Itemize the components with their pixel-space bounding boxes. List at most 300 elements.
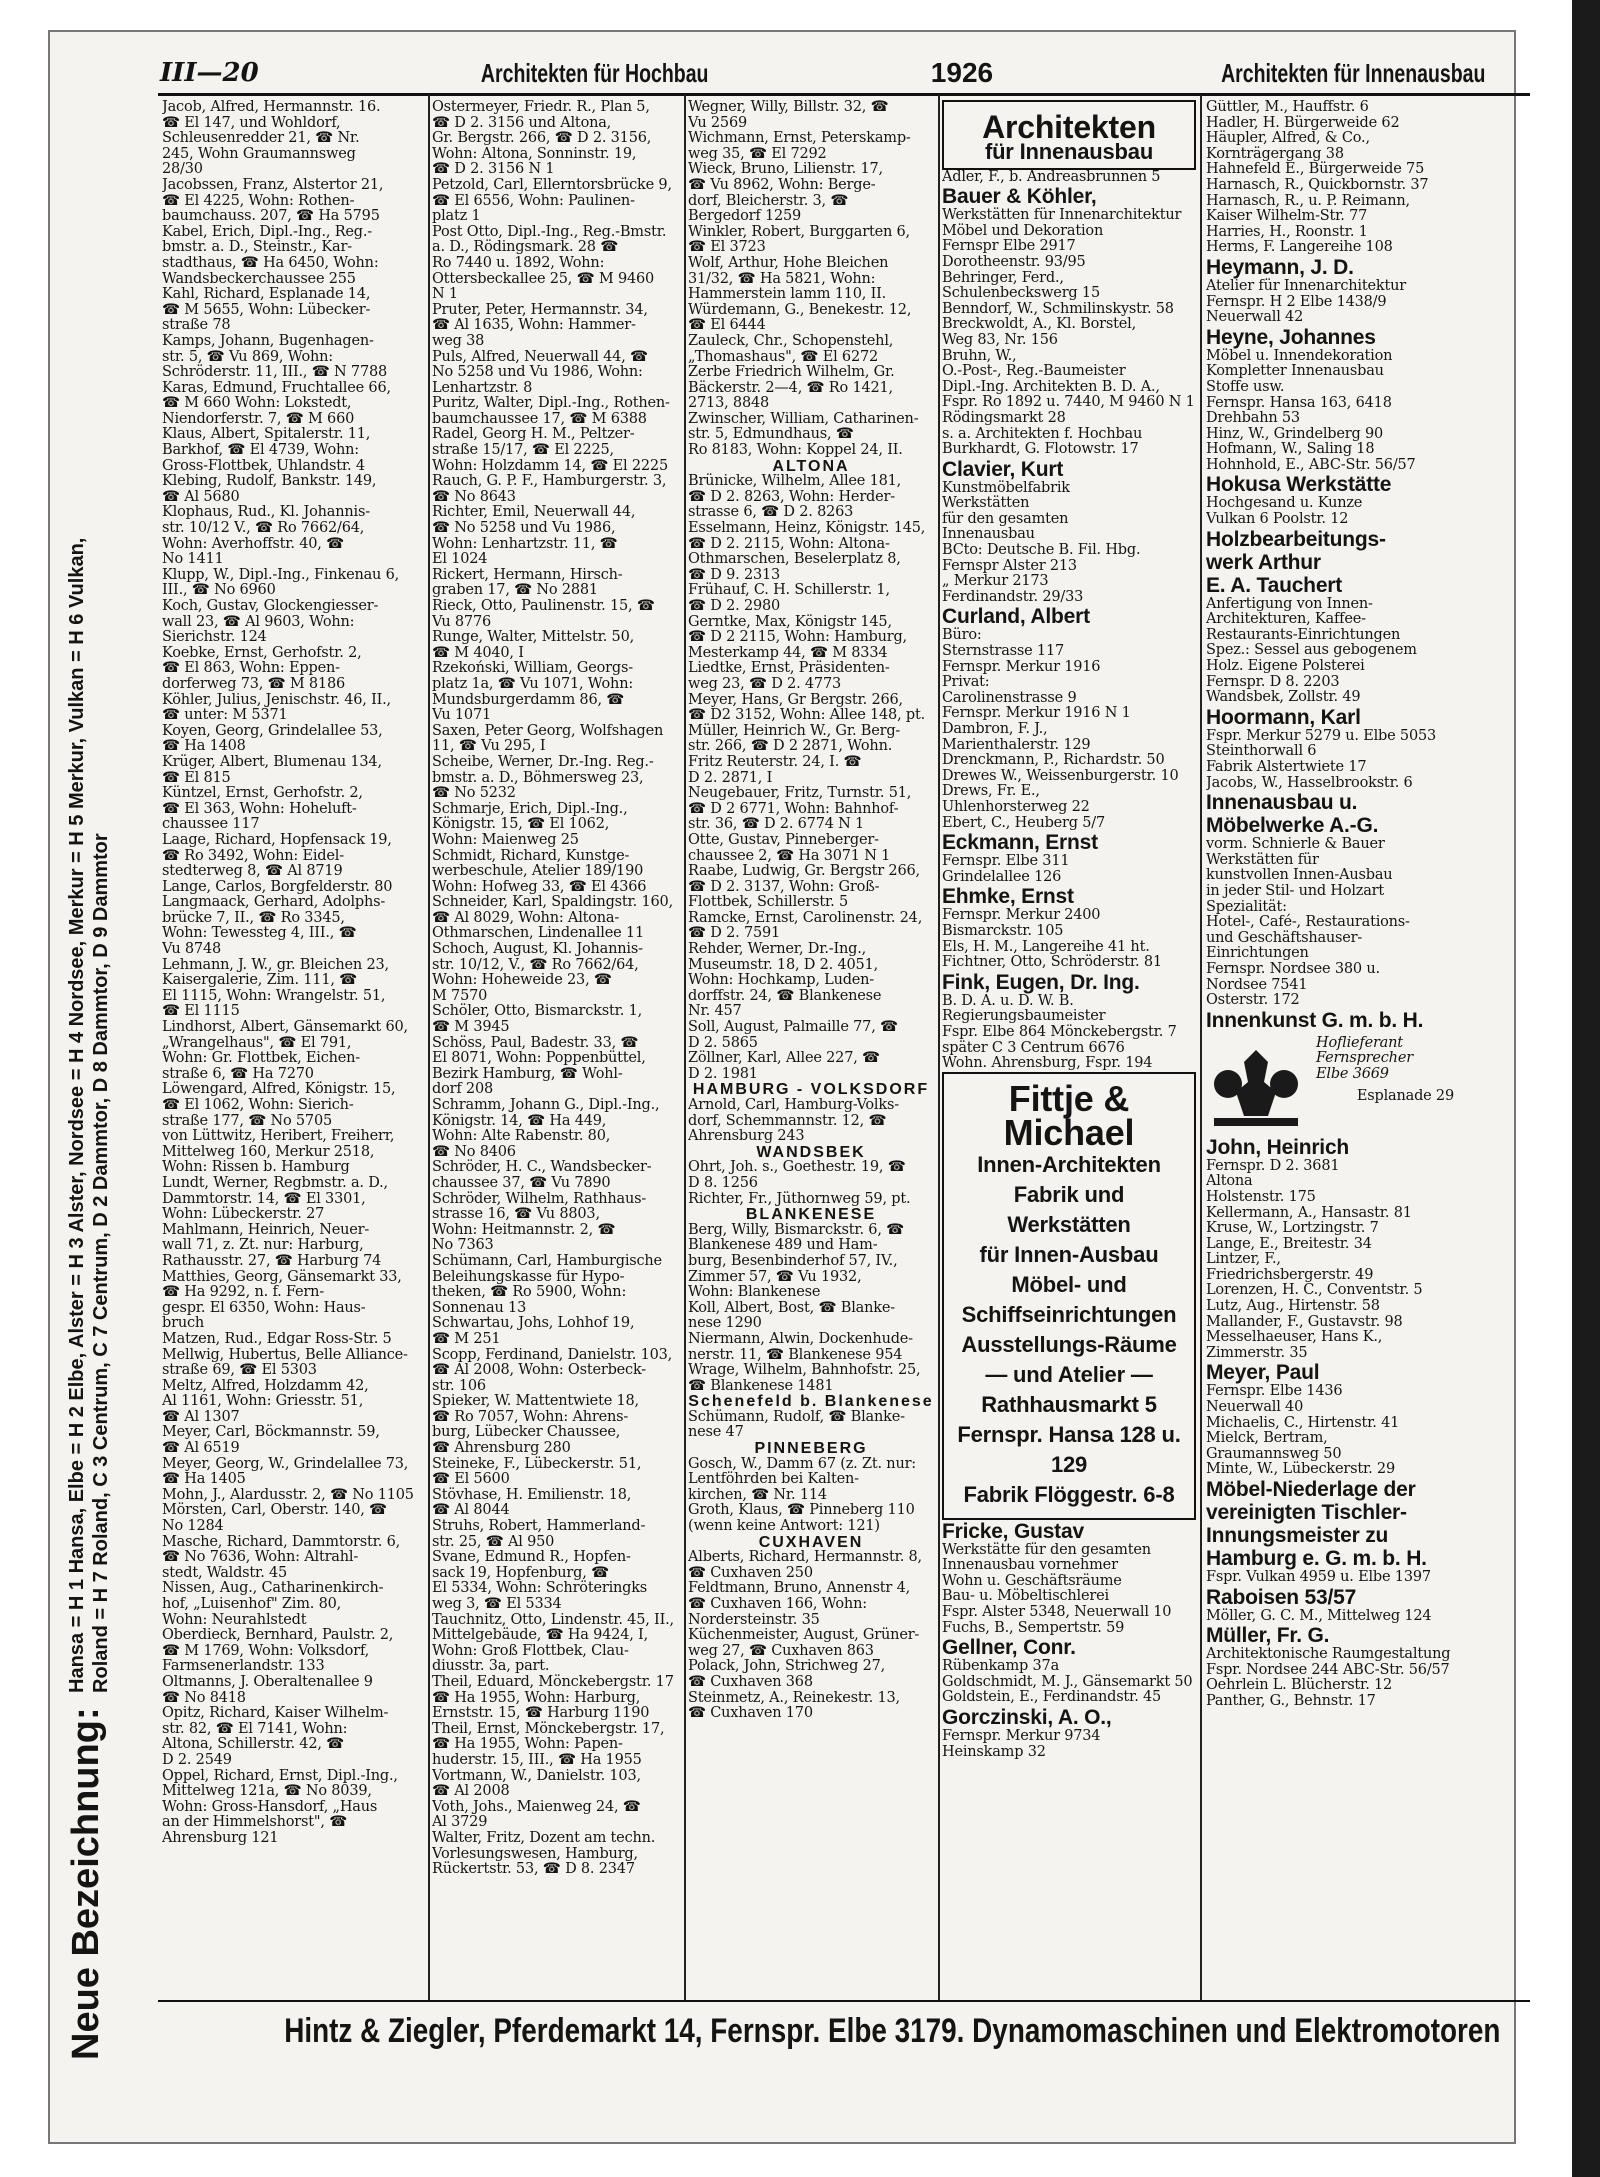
entry-line: ☎ Ha 1405 bbox=[162, 1471, 246, 1488]
entry-line: Meyer, Paul bbox=[1206, 1361, 1320, 1385]
fittje-line: — und Atelier — bbox=[985, 1361, 1153, 1387]
entry-line: Scheibe, Werner, Dr.-Ing. Reg.- bbox=[432, 753, 654, 770]
wandsbek-entries bbox=[688, 1160, 934, 1207]
entry-line: straße 78 bbox=[162, 317, 231, 334]
entry-line: Carolinenstrasse 9 bbox=[942, 689, 1077, 706]
entry-line: platz 1 bbox=[432, 208, 481, 225]
entry-line: Raabe, Ludwig, Gr. Bergstr 266, bbox=[688, 863, 920, 880]
entry-line: ☎ No 5258 und Vu 1986, bbox=[432, 520, 616, 537]
entry-line: Adler, F., b. Andreasbrunnen 5 bbox=[942, 168, 1161, 185]
entry-line: Hochgesand u. Kunze bbox=[1206, 495, 1363, 512]
entry-line: Nissen, Aug., Catharinenkirch- bbox=[162, 1580, 384, 1597]
entry-line: Dipl.-Ing. Architekten B. D. A., bbox=[942, 378, 1160, 395]
entry-line: Privat: bbox=[942, 674, 990, 691]
entry-line: Benndorf, W., Schmilinskystr. 58 bbox=[942, 300, 1174, 317]
entry-line: Fernspr. Merkur 9734 bbox=[942, 1728, 1101, 1745]
entry-line: Goldschmidt, M. J., Gänsemarkt 50 bbox=[942, 1673, 1193, 1690]
entry-line: Rehder, Werner, Dr.-Ing., bbox=[688, 941, 867, 958]
entry-line: ☎ El 147, und Wohldorf, bbox=[162, 114, 341, 131]
entry-line: Schöss, Paul, Badestr. 33, ☎ bbox=[432, 1034, 639, 1051]
entry-line: Zwinscher, William, Catharinen- bbox=[688, 410, 919, 427]
entry-line: Fernspr. Hansa 163, 6418 bbox=[1206, 394, 1392, 411]
column-divider bbox=[428, 95, 430, 2000]
entry-line: Meyer, Georg, W., Grindelallee 73, bbox=[162, 1455, 409, 1472]
entry-line: weg 27, ☎ Cuxhaven 863 bbox=[688, 1642, 874, 1659]
entry-line: Rickert, Hermann, Hirsch- bbox=[432, 566, 623, 583]
entry-line: Lentföhrden bei Kalten- bbox=[688, 1471, 859, 1488]
entry-line: 31/32, ☎ Ha 5821, Wohn: bbox=[688, 270, 876, 287]
entry-line: Altona, Schillerstr. 42, ☎ bbox=[162, 1736, 345, 1753]
entry-line: und Geschäftshauser- bbox=[1206, 929, 1363, 946]
entry-line: Hoormann, Karl bbox=[1206, 705, 1361, 729]
entry-line: ☎ Ha 1408 bbox=[162, 738, 246, 755]
entry-line: str. 5, ☎ Vu 869, Wohn: bbox=[162, 348, 333, 365]
entry-line: ☎ El 3723 bbox=[688, 239, 766, 256]
entry-line: Zerbe Friedrich Wilhelm, Gr. bbox=[688, 364, 895, 381]
entry-line: a. D., Rödingsmark. 28 ☎ bbox=[432, 239, 619, 256]
entry-line: ☎ No 8418 bbox=[162, 1689, 246, 1706]
entry-line: Hamburg e. G. m. b. H. bbox=[1206, 1547, 1427, 1570]
entry-line: No 1284 bbox=[162, 1518, 224, 1535]
entry-line: D 2. 5865 bbox=[688, 1034, 758, 1051]
entry-line: Matthies, Georg, Gänsemarkt 33, bbox=[162, 1268, 402, 1285]
entry-line: Stoffe usw. bbox=[1206, 378, 1285, 395]
entry-line: Langmaack, Gerhard, Adolphs- bbox=[162, 894, 386, 911]
entry-line: Möbelwerke A.-G. bbox=[1206, 814, 1379, 838]
entry-line: Svane, Edmund R., Hopfen- bbox=[432, 1549, 631, 1566]
entry-line: Kaisergalerie, Zim. 111, ☎ bbox=[162, 972, 358, 989]
entry-line: Wichmann, Ernst, Peterskamp- bbox=[688, 130, 911, 147]
entry-line: Gross-Flottbek, Uhlandstr. 4 bbox=[162, 457, 365, 474]
pinneberg-entries bbox=[688, 1457, 934, 1535]
entry-line: Oltmanns, J. Oberaltenallee 9 bbox=[162, 1673, 373, 1690]
header-year: 1926 bbox=[930, 57, 994, 88]
innenkunst-line-1: Hoflieferant bbox=[1316, 1035, 1403, 1051]
entry-line: ☎ Al 1307 bbox=[162, 1408, 240, 1425]
entry-line: Arnold, Carl, Hamburg-Volks- bbox=[688, 1097, 899, 1113]
entry-line: str. 10/12 V., ☎ Ro 7662/64, bbox=[162, 520, 365, 537]
hamburg-entries bbox=[688, 100, 934, 459]
section-schenefeld: Schenefeld b. Blankenese bbox=[688, 1393, 934, 1411]
entry-line: Werkstätte für den gesamten bbox=[942, 1541, 1151, 1558]
entry-line: Struhs, Robert, Hammerland- bbox=[432, 1518, 646, 1535]
entry-line: Esselmann, Heinz, Königstr. 145, bbox=[688, 520, 926, 537]
innenkunst-line-3: Elbe 3669 bbox=[1316, 1065, 1389, 1082]
entry-line: Rathausstr. 27, ☎ Harburg 74 bbox=[162, 1252, 382, 1269]
entry-line: Lehmann, J. W., gr. Bleichen 23, bbox=[162, 956, 389, 973]
entry-line: Wegner, Willy, Billstr. 32, ☎ bbox=[688, 100, 889, 115]
schenefeld-entries bbox=[688, 1410, 934, 1441]
entry-line: Wohn: Maienweg 25 bbox=[432, 831, 579, 848]
entry-line: Fernspr. Elbe 311 bbox=[942, 853, 1070, 870]
column-2 bbox=[432, 100, 680, 2000]
entry-line: Zimmerstr. 35 bbox=[1206, 1344, 1308, 1361]
entry-line: Möbel u. Innendekoration bbox=[1206, 347, 1393, 364]
entry-line: Gosch, W., Damm 67 (z. Zt. nur: bbox=[688, 1455, 916, 1472]
sidebar-line-2: Roland = H 7 Roland, C 3 Centrum, C 7 Centrum, D 2 Dammtor, D 8 Dammtor, D 9 Dammtor bbox=[90, 833, 112, 1693]
entry-line: Ahrensburg 243 bbox=[688, 1128, 805, 1145]
entry-line: Uhlenhorsterweg 22 bbox=[942, 798, 1090, 815]
entry-line: werbeschule, Atelier 189/190 bbox=[432, 863, 644, 880]
entry-line: Fernspr. D 2. 3681 bbox=[1206, 1157, 1340, 1174]
entry-line: Fspr. Ro 1892 u. 7440, M 9460 N 1 bbox=[942, 394, 1195, 411]
entry-line: Mittelweg 160, Merkur 2518, bbox=[162, 1143, 375, 1160]
entry-line: ☎ Ha 1955, Wohn: Harburg, bbox=[432, 1689, 641, 1706]
entry-line: III., ☎ No 6960 bbox=[162, 582, 276, 599]
entry-line: Weg 83, Nr. 156 bbox=[942, 331, 1058, 348]
entry-line: Vulkan 6 Poolstr. 12 bbox=[1206, 511, 1349, 528]
entry-line: str. 5, Edmundhaus, ☎ bbox=[688, 426, 854, 443]
entry-line: Rödingsmarkt 28 bbox=[942, 409, 1066, 426]
entry-line: ☎ Ahrensburg 280 bbox=[432, 1440, 571, 1457]
entry-line: strasse 6, ☎ D 2. 8263 bbox=[688, 504, 854, 521]
entry-line: Ostermeyer, Friedr. R., Plan 5, bbox=[432, 100, 650, 115]
entry-line: Oberdieck, Bernhard, Paulstr. 2, bbox=[162, 1627, 394, 1644]
fittje-line: für Innen-Ausbau bbox=[979, 1241, 1159, 1267]
entry-line: huderstr. 15, III., ☎ Ha 1955 bbox=[432, 1751, 642, 1768]
entry-line: ☎ El 815 bbox=[162, 769, 231, 786]
entry-line: ☎ El 1115 bbox=[162, 1003, 240, 1020]
entry-line: ☎ El 6444 bbox=[688, 317, 766, 334]
entry-line: Radel, Georg H. M., Peltzer- bbox=[432, 426, 635, 443]
entry-line: Schleusenredder 21, ☎ Nr. bbox=[162, 130, 360, 147]
entry-line: Kornträgergang 38 bbox=[1206, 145, 1344, 162]
entry-line: Dambron, F. J., bbox=[942, 721, 1048, 737]
entry-line: Vorlesungswesen, Hamburg, bbox=[432, 1845, 638, 1862]
entry-line: D 2. 2871, I bbox=[688, 769, 773, 786]
entry-line: Bäckerstr. 2—4, ☎ Ro 1421, bbox=[688, 379, 893, 396]
entry-line: ☎ M 4040, I bbox=[432, 644, 524, 661]
entry-line: No 5258 und Vu 1986, Wohn: bbox=[432, 364, 643, 381]
entry-line: Kamps, Johann, Bugenhagen- bbox=[162, 332, 374, 349]
entry-line: Schmarje, Erich, Dipl.-Ing., bbox=[432, 800, 628, 817]
entry-line: ☎ D2 3152, Wohn: Allee 148, pt. bbox=[688, 707, 926, 724]
entry-line: Herms, F. Langereihe 108 bbox=[1206, 239, 1393, 256]
entry-line: Sternstrasse 117 bbox=[942, 643, 1065, 660]
entry-line: Ottersbeckallee 25, ☎ M 9460 bbox=[432, 270, 655, 287]
entry-line: Zimmer 57, ☎ Vu 1932, bbox=[688, 1268, 862, 1285]
entry-line: hof, „Luisenhof" Zim. 80, bbox=[162, 1596, 342, 1612]
entry-line: brücke 7, II., ☎ Ro 3345, bbox=[162, 909, 345, 926]
entry-line: 245, Wohn Graumannsweg bbox=[162, 145, 356, 162]
entry-line: 28/30 bbox=[162, 161, 203, 178]
entry-line: Altona bbox=[1206, 1173, 1253, 1190]
scan-edge bbox=[1572, 0, 1600, 2177]
entry-line: Wohn u. Geschäftsräume bbox=[942, 1572, 1122, 1589]
entry-line: Müller, Heinrich W., Gr. Berg- bbox=[688, 722, 901, 739]
innenausbau-entries-4 bbox=[1206, 1136, 1454, 1710]
entry-line: Vu 2569 bbox=[688, 114, 747, 131]
fittje-michael-ad bbox=[942, 1072, 1196, 1520]
entry-line: Stövhase, H. Emilienstr. 18, bbox=[432, 1486, 632, 1503]
entry-line: ☎ Cuxhaven 166, Wohn: bbox=[688, 1596, 867, 1612]
entry-line: Niendorferstr. 7, ☎ M 660 bbox=[162, 410, 355, 427]
entry-line: D 2. 2549 bbox=[162, 1751, 232, 1768]
entry-line: ☎ D 2. 2980 bbox=[688, 598, 781, 614]
entry-line: Lutz, Aug., Hirtenstr. 58 bbox=[1206, 1298, 1380, 1315]
entry-line: ☎ M 3945 bbox=[432, 1019, 510, 1036]
entry-line: Köhler, Julius, Jenischstr. 46, II., bbox=[162, 691, 391, 708]
entry-line: Nordsee 7541 bbox=[1206, 976, 1308, 993]
entry-line: Lindhorst, Albert, Gänsemarkt 60, bbox=[162, 1019, 408, 1036]
entry-line: Bismarckstr. 105 bbox=[942, 922, 1064, 939]
entry-line: baumchaussee 17, ☎ M 6388 bbox=[432, 410, 647, 427]
entry-line: Voth, Johs., Maienweg 24, ☎ bbox=[432, 1798, 641, 1815]
entry-line: dorf, Bleicherstr. 3, ☎ bbox=[688, 192, 849, 209]
entry-line: Soll, August, Palmaille 77, ☎ bbox=[688, 1019, 898, 1036]
entry-line: ☎ Al 1635, Wohn: Hammer- bbox=[432, 317, 636, 334]
entry-line: Oehrlein L. Blücherstr. 12 bbox=[1206, 1677, 1393, 1694]
entry-line: kirchen, ☎ Nr. 114 bbox=[688, 1486, 827, 1503]
entry-line: Ferdinandstr. 29/33 bbox=[942, 588, 1084, 605]
entry-line: Al 1161, Wohn: Griesstr. 51, bbox=[162, 1393, 364, 1410]
entry-line: str. 82, ☎ El 7141, Wohn: bbox=[162, 1720, 348, 1737]
entry-line: Fernspr. Merkur 1916 bbox=[942, 658, 1101, 675]
entry-line: ☎ El 863, Wohn: Eppen- bbox=[162, 660, 340, 677]
entry-line: Rieck, Otto, Paulinenstr. 15, ☎ bbox=[432, 598, 655, 614]
column-5 bbox=[1206, 100, 1454, 2000]
section-volksdorf: HAMBURG - VOLKSDORF bbox=[692, 1081, 930, 1099]
entry-line: Fuchs, B., Sempertstr. 59 bbox=[942, 1619, 1125, 1636]
entry-line: Graumannsweg 50 bbox=[1206, 1445, 1342, 1462]
fittje-line: Möbel- und bbox=[1011, 1271, 1127, 1297]
entry-line: chaussee 117 bbox=[162, 816, 260, 833]
entry-line: Wohn: Gr. Flottbek, Eichen- bbox=[162, 1050, 361, 1067]
entry-line: Drewes W., Weissenburgerstr. 10 bbox=[942, 767, 1179, 784]
entry-line: Ro 7440 u. 1892, Wohn: bbox=[432, 254, 605, 271]
entry-line: Atelier für Innenarchitektur bbox=[1206, 277, 1406, 294]
entry-line: El 1115, Wohn: Wrangelstr. 51, bbox=[162, 987, 386, 1004]
entry-line: Mohn, J., Alardusstr. 2, ☎ No 1105 bbox=[162, 1486, 414, 1503]
entry-line: Drenckmann, P., Richardstr. 50 bbox=[942, 752, 1165, 769]
entry-line: O.-Post-, Reg.-Baumeister bbox=[942, 363, 1126, 380]
entry-line: ☎ El 4225, Wohn: Rothen- bbox=[162, 192, 355, 209]
entry-line: Mellwig, Hubertus, Belle Alliance- bbox=[162, 1346, 408, 1363]
entry-line: Dorotheenstr. 93/95 bbox=[942, 253, 1086, 270]
entry-line: strasse 16, ☎ Vu 8803, bbox=[432, 1206, 600, 1223]
entry-line: Nr. 457 bbox=[688, 1003, 742, 1020]
entry-line: Niermann, Alwin, Dockenhude- bbox=[688, 1330, 913, 1347]
entry-line: vereinigten Tischler- bbox=[1206, 1501, 1407, 1524]
entry-line: baumchauss. 207, ☎ Ha 5795 bbox=[162, 208, 380, 225]
entry-line: ☎ Al 8044 bbox=[432, 1502, 510, 1519]
entry-line: Lenhartzstr. 8 bbox=[432, 379, 533, 396]
entry-line: Bruhn, W., bbox=[942, 347, 1017, 364]
entry-line: vorm. Schnierle & Bauer bbox=[1206, 836, 1385, 853]
altona-entries bbox=[688, 474, 934, 1082]
entry-line: Bergedorf 1259 bbox=[688, 208, 802, 225]
entry-line: Kruse, W., Lortzingstr. 7 bbox=[1206, 1220, 1379, 1237]
fittje-line: Innen-Architekten bbox=[977, 1151, 1161, 1177]
entry-line: str. 36, ☎ D 2. 6774 N 1 bbox=[688, 816, 865, 833]
entry-line: Bauer & Köhler, bbox=[942, 185, 1097, 209]
entry-line: Lintzer, F., bbox=[1206, 1251, 1281, 1268]
entry-line: Farmsenerlandstr. 133 bbox=[162, 1658, 325, 1675]
entry-line: El 1024 bbox=[432, 551, 488, 568]
entry-line: ☎ El 363, Wohn: Hoheluft- bbox=[162, 800, 357, 817]
entry-line: Othmarschen, Lindenallee 11 bbox=[432, 925, 644, 942]
entry-line: Fernspr. D 8. 2203 bbox=[1206, 673, 1340, 690]
entry-line: chaussee 37, ☎ Vu 7890 bbox=[432, 1174, 611, 1191]
entry-line: Neuerwall 42 bbox=[1206, 309, 1304, 326]
entry-line: Ro 8183, Wohn: Koppel 24, II. bbox=[688, 442, 903, 459]
entry-line: Fernspr. Merkur 2400 bbox=[942, 907, 1101, 924]
entry-line: dorferweg 73, ☎ M 8186 bbox=[162, 675, 346, 692]
entry-line: Wohn: Tewessteg 4, III., ☎ bbox=[162, 925, 357, 942]
entry-line: ☎ D 9. 2313 bbox=[688, 566, 781, 583]
section-cuxhaven: CUXHAVEN bbox=[758, 1533, 864, 1551]
entry-line: Wohn: Altona, Sonninstr. 19, bbox=[432, 145, 637, 162]
section-altona: ALTONA bbox=[772, 457, 850, 475]
entry-line: Wandsbeckerchaussee 255 bbox=[162, 270, 356, 287]
entry-line: Schneider, Karl, Spaldingstr. 160, bbox=[432, 894, 673, 911]
entry-line: Curland, Albert bbox=[942, 605, 1090, 629]
entry-line: Hotel-, Café-, Restaurations- bbox=[1206, 914, 1410, 931]
entry-line: str. 10/12, V., ☎ Ro 7662/64, bbox=[432, 956, 639, 973]
entry-line: Spezialität: bbox=[1206, 898, 1287, 915]
entry-line: Messelhaeuser, Hans K., bbox=[1206, 1329, 1383, 1346]
entry-line: Nordersteinstr. 35 bbox=[688, 1611, 820, 1628]
entry-line: Wolf, Arthur, Hohe Bleichen bbox=[688, 254, 889, 271]
entry-line: Hofmann, W., Saling 18 bbox=[1206, 441, 1375, 458]
entry-line: Fernspr. H 2 Elbe 1438/9 bbox=[1206, 293, 1387, 310]
entry-line: ☎ No 7636, Wohn: Altrahl- bbox=[162, 1549, 359, 1566]
entry-line: chaussee 2, ☎ Ha 3071 N 1 bbox=[688, 847, 891, 864]
entry-line: Innenkunst G. m. b. H. bbox=[1206, 1008, 1424, 1032]
entry-line: Clavier, Kurt bbox=[942, 457, 1064, 481]
entry-line: Fricke, Gustav bbox=[942, 1519, 1084, 1543]
entry-line: Sierichstr. 124 bbox=[162, 629, 267, 646]
sidebar-legend bbox=[65, 160, 155, 2060]
entry-line: straße 177, ☎ No 5705 bbox=[162, 1112, 333, 1129]
entry-line: Mielck, Bertram, bbox=[1206, 1430, 1328, 1447]
footer-advert: Hintz & Ziegler, Pferdemarkt 14, Fernspr. Elbe 3179. Dynamomaschinen und Elektromotoren bbox=[284, 2012, 1501, 2050]
entry-line: Museumstr. 18, D 2. 4051, bbox=[688, 956, 878, 973]
entry-line: Holzbearbeitungs- bbox=[1206, 527, 1386, 551]
entry-line: ☎ Blankenese 1481 bbox=[688, 1377, 834, 1394]
entry-line: Wohn: Blankenese bbox=[688, 1284, 821, 1301]
entry-line: Spez.: Sessel aus gebogenem bbox=[1206, 642, 1417, 659]
entry-line: Ohrt, Joh. s., Goethestr. 19, ☎ bbox=[688, 1159, 906, 1176]
entry-line: John, Heinrich bbox=[1206, 1135, 1350, 1159]
entry-line: Berg, Willy, Bismarckstr. 6, ☎ bbox=[688, 1221, 905, 1238]
fittje-line: Fabrik und Werkstätten bbox=[1007, 1181, 1131, 1237]
entry-line: stedterweg 8, ☎ Al 8719 bbox=[162, 863, 343, 880]
entry-line: ☎ Al 2008, Wohn: Osterbeck- bbox=[432, 1362, 647, 1379]
entry-line: nerstr. 11, ☎ Blankenese 954 bbox=[688, 1346, 903, 1363]
entry-line: Schwartau, Johs, Lohhof 19, bbox=[432, 1315, 635, 1332]
entry-line: theken, ☎ Ro 5900, Wohn: bbox=[432, 1284, 627, 1301]
fittje-line: Rathhausmarkt 5 bbox=[981, 1391, 1157, 1417]
entry-line: dorf 208 bbox=[432, 1081, 493, 1098]
entry-line: Groth, Klaus, ☎ Pinneberg 110 bbox=[688, 1502, 915, 1519]
entry-line: Büro: bbox=[942, 627, 982, 644]
entry-line: sack 19, Hopfenburg, ☎ bbox=[432, 1564, 609, 1581]
entry-line: Oppel, Richard, Ernst, Dipl.-Ing., bbox=[162, 1767, 398, 1784]
entry-line: Fernspr Elbe 2917 bbox=[942, 238, 1076, 255]
entry-line: Küchenmeister, August, Grüner- bbox=[688, 1627, 920, 1644]
entry-line: Wohn: Alte Rabenstr. 80, bbox=[432, 1128, 611, 1145]
entry-line: Jacobssen, Franz, Alstertor 21, bbox=[162, 176, 384, 193]
entry-line: Restaurants-Einrichtungen bbox=[1206, 626, 1401, 643]
entry-line: Innenausbau u. bbox=[1206, 791, 1358, 815]
coat-of-arms-icon bbox=[1206, 1042, 1306, 1128]
entry-line: Harries, H., Roonstr. 1 bbox=[1206, 223, 1368, 240]
entry-line: ☎ Cuxhaven 368 bbox=[688, 1673, 813, 1690]
entry-line: Klophaus, Rud., Kl. Johannis- bbox=[162, 504, 370, 521]
entry-line: D 2. 1981 bbox=[688, 1065, 758, 1082]
entry-line: Polack, John, Strichweg 27, bbox=[688, 1658, 886, 1675]
entry-line: Hokusa Werkstätte bbox=[1206, 473, 1392, 497]
cuxhaven-entries bbox=[688, 1550, 934, 1722]
fittje-line: Fernspr. Hansa 128 u. 129 bbox=[957, 1421, 1181, 1477]
entry-line: Fichtner, Otto, Schröderstr. 81 bbox=[942, 954, 1162, 971]
entry-line: Petzold, Carl, Ellerntorsbrücke 9, bbox=[432, 176, 672, 193]
entry-line: 2713, 8848 bbox=[688, 395, 770, 412]
page-number: III—20 bbox=[160, 58, 259, 88]
entry-line: Harnasch, R., Quickbornstr. 37 bbox=[1206, 176, 1429, 193]
entry-line: D 8. 1256 bbox=[688, 1174, 758, 1191]
entry-line: Panther, G., Behnstr. 17 bbox=[1206, 1692, 1376, 1709]
entry-line: weg 3, ☎ El 5334 bbox=[432, 1596, 562, 1612]
entry-line: Zauleck, Chr., Schopenstehl, bbox=[688, 332, 894, 349]
entry-line: Walter, Fritz, Dozent am techn. bbox=[432, 1829, 656, 1846]
entry-line: Heyne, Johannes bbox=[1206, 325, 1376, 349]
innenausbau-entries bbox=[942, 170, 1196, 1072]
entry-line: Liedtke, Ernst, Präsidenten- bbox=[688, 660, 890, 677]
entry-line: N 1 bbox=[432, 286, 458, 303]
entry-line: Fernspr Alster 213 bbox=[942, 557, 1077, 574]
entry-line: Saxen, Peter Georg, Wolfshagen bbox=[432, 722, 664, 739]
entry-line: Feldtmann, Bruno, Annenstr 4, bbox=[688, 1580, 911, 1597]
entry-line: Hadler, H. Bürgerweide 62 bbox=[1206, 114, 1400, 131]
entry-line: ☎ Ro 3492, Wohn: Eidel- bbox=[162, 847, 344, 864]
entry-line: El 8071, Wohn: Poppenbüttel, bbox=[432, 1050, 646, 1067]
entry-line: straße 15/17, ☎ El 2225, bbox=[432, 442, 614, 459]
section-wandsbek: WANDSBEK bbox=[756, 1143, 866, 1161]
entry-line: Fspr. Merkur 5279 u. Elbe 5053 bbox=[1206, 727, 1437, 744]
entry-line: kunstvollen Innen-Ausbau bbox=[1206, 867, 1393, 884]
entry-line: „ Merkur 2173 bbox=[942, 573, 1049, 590]
entry-line: Architekturen, Kaffee- bbox=[1206, 611, 1366, 628]
entry-line: Mundsburgerdamm 86, ☎ bbox=[432, 691, 625, 708]
entry-line: Wohn: Hofweg 33, ☎ El 4366 bbox=[432, 878, 647, 895]
page-header bbox=[160, 55, 1530, 91]
entry-line: Drews, Fr. E., bbox=[942, 783, 1040, 800]
entry-line: Güttler, M., Hauffstr. 6 bbox=[1206, 100, 1369, 115]
entry-line: Grindelallee 126 bbox=[942, 868, 1062, 885]
entry-line: Michaelis, C., Hirtenstr. 41 bbox=[1206, 1414, 1400, 1431]
entry-line: Lange, Carlos, Borgfelderstr. 80 bbox=[162, 878, 393, 895]
entry-line: Opitz, Richard, Kaiser Wilhelm- bbox=[162, 1705, 389, 1722]
entry-line: Jacob, Alfred, Hermannstr. 16. bbox=[162, 100, 381, 115]
entry-line: Schulenbeckswerg 15 bbox=[942, 285, 1100, 302]
column-3 bbox=[688, 100, 934, 2000]
innenkunst-ad bbox=[1206, 1036, 1454, 1132]
entry-line: Lange, E., Breitestr. 34 bbox=[1206, 1235, 1372, 1252]
entry-line: Einrichtungen bbox=[1206, 945, 1309, 962]
entry-line: nese 47 bbox=[688, 1424, 744, 1441]
entry-line: „Thomashaus", ☎ El 6272 bbox=[688, 348, 879, 365]
entry-line: Matzen, Rud., Edgar Ross-Str. 5 bbox=[162, 1330, 392, 1347]
sidebar-title: Neue Bezeichnung: bbox=[65, 1707, 107, 2060]
entry-line: Theil, Ernst, Mönckebergstr. 17, bbox=[432, 1720, 665, 1737]
entry-line: Post Otto, Dipl.-Ing., Reg.-Bmstr. bbox=[432, 223, 667, 240]
entry-line: „Wrangelhaus", ☎ El 791, bbox=[162, 1034, 352, 1051]
entry-line: Breckwoldt, A., Kl. Borstel, bbox=[942, 316, 1136, 333]
entry-line: Mörsten, Carl, Oberstr. 140, ☎ bbox=[162, 1502, 387, 1519]
entry-line: Wandsbek, Zollstr. 49 bbox=[1206, 689, 1361, 706]
